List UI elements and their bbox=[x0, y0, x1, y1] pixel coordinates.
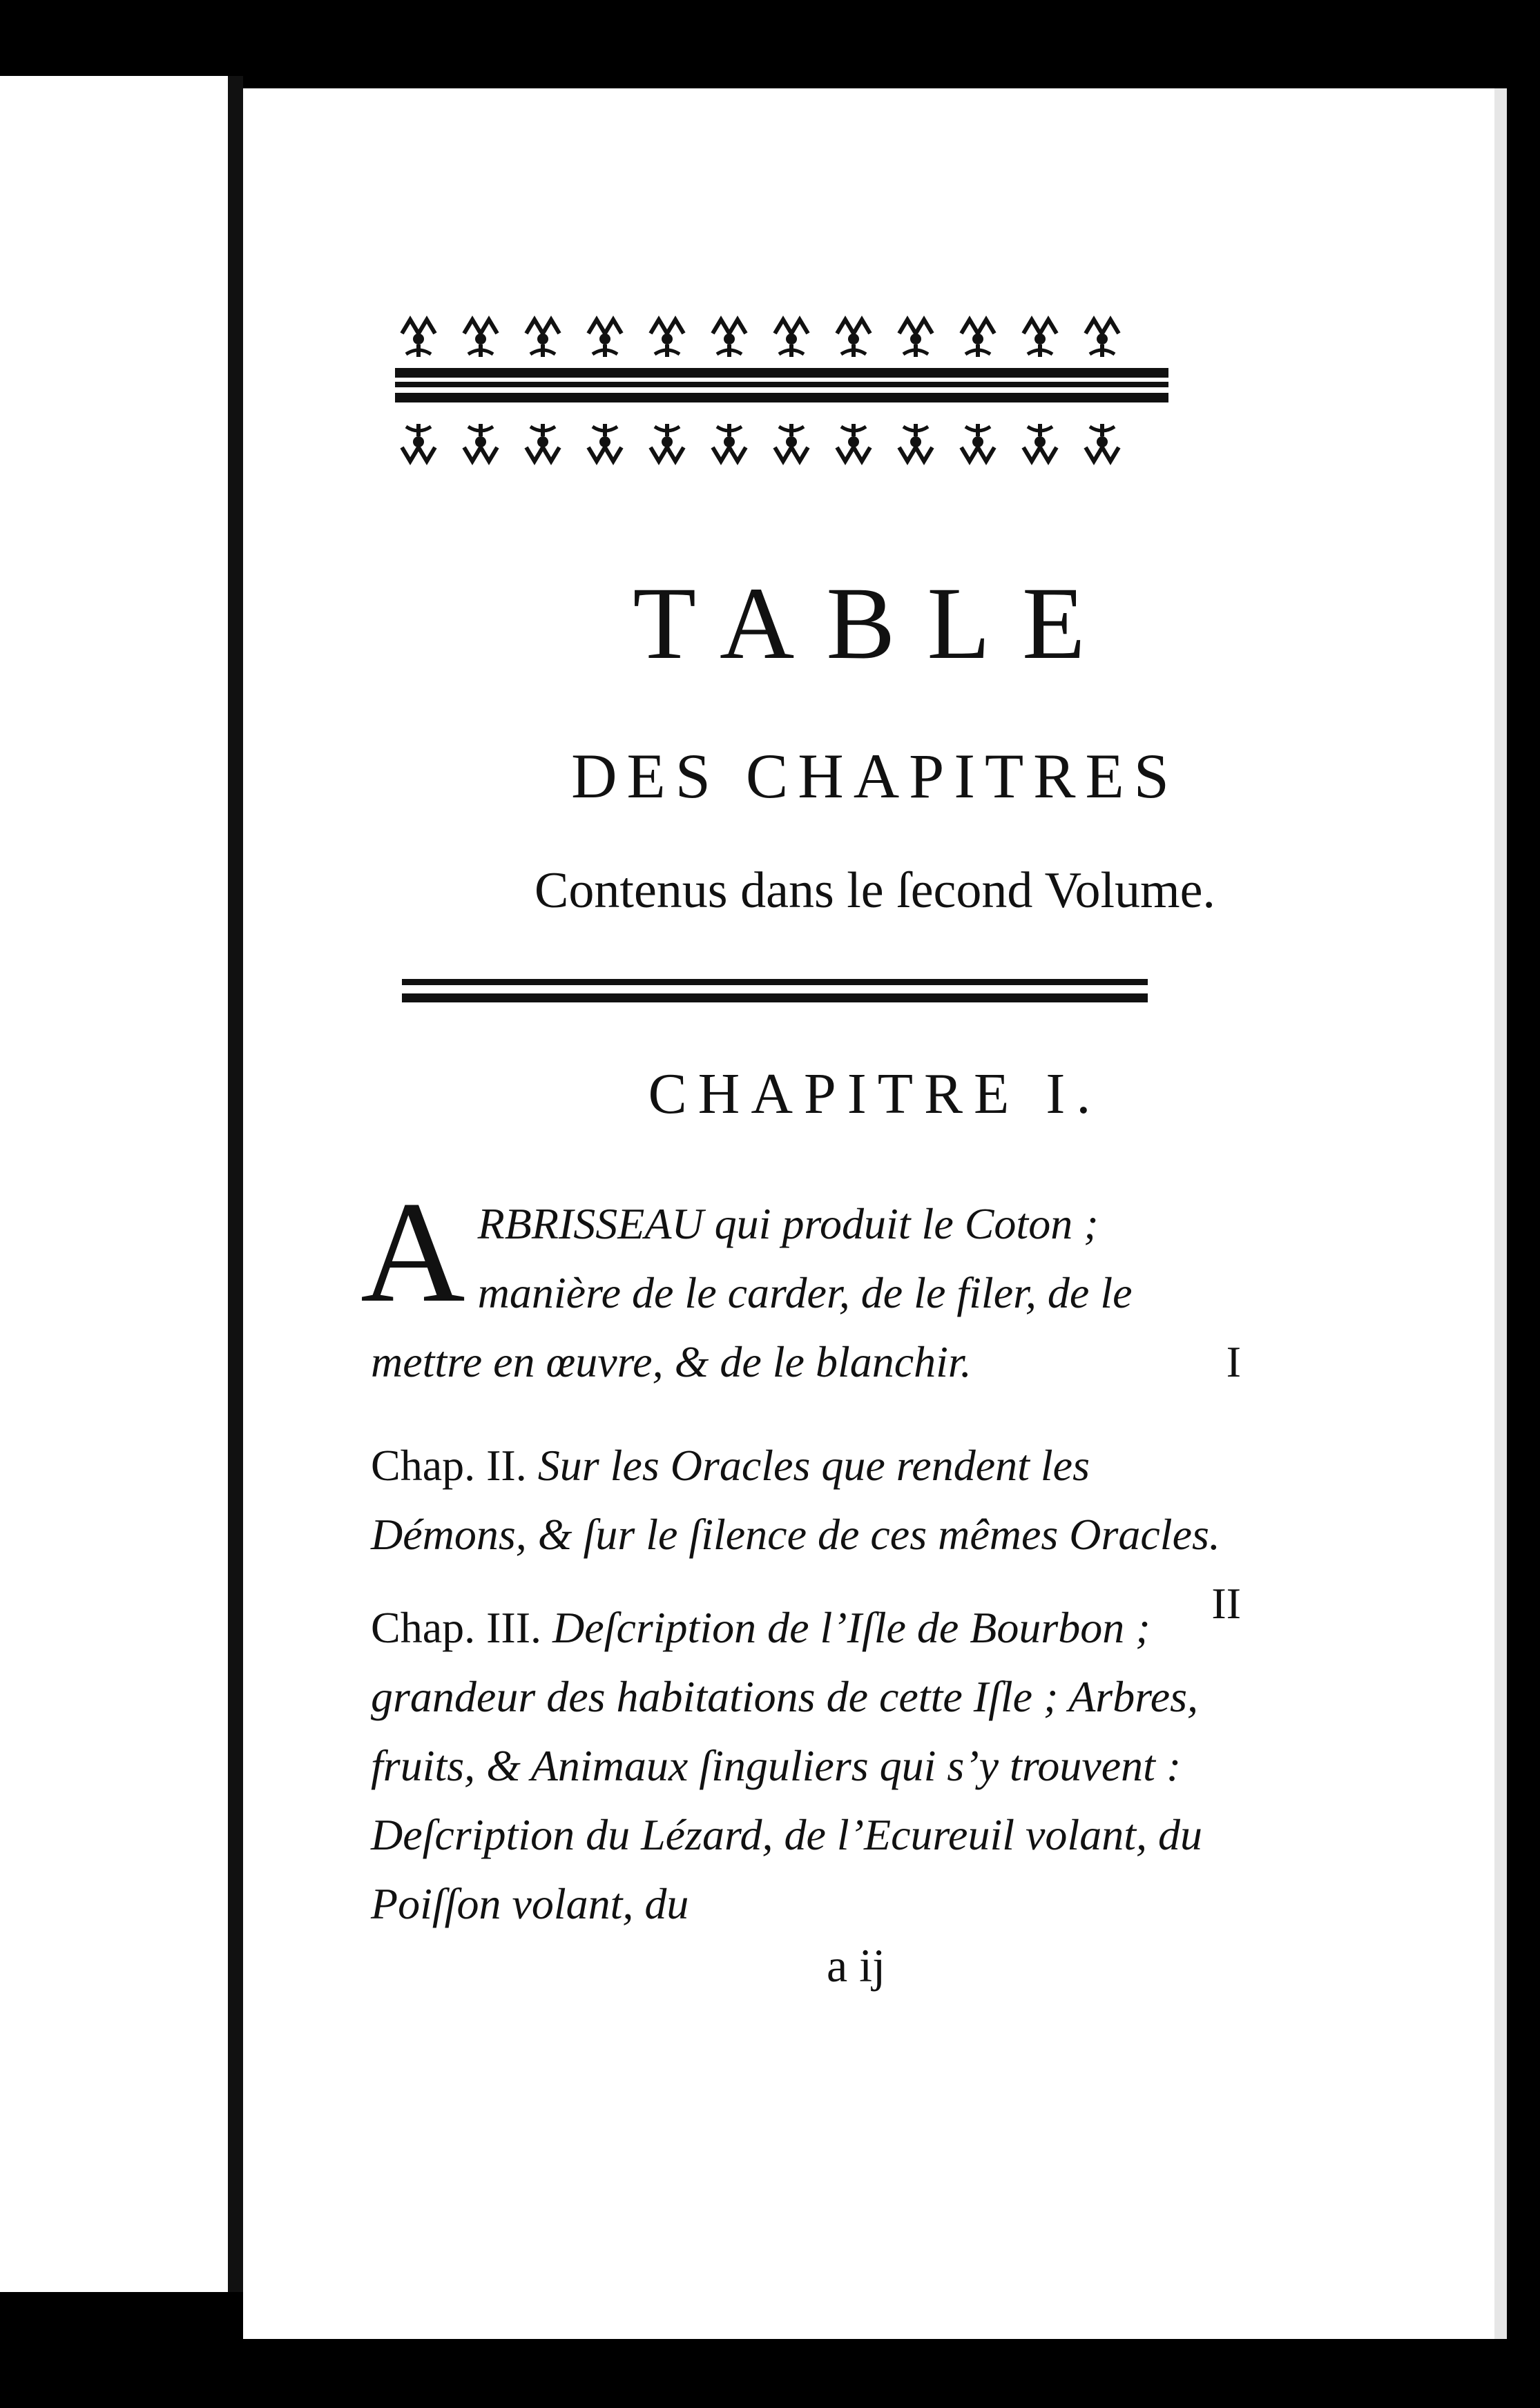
page-subtitle-volume: Contenus dans le ſecond Volume. bbox=[535, 862, 1215, 919]
page-subtitle: DES CHAPITRES bbox=[571, 741, 1179, 811]
page-title: TABLE bbox=[633, 566, 1117, 681]
toc-entry-text: RBRISSEAU qui produit le Coton ; manière de le carder, de le filer, de le mettre en œuvre, & de le blanchir. bbox=[371, 1199, 1133, 1386]
page-content bbox=[243, 88, 1507, 2339]
ornament-row-top bbox=[402, 320, 1119, 357]
signature-mark: a ij bbox=[827, 1939, 885, 1992]
book-gutter bbox=[228, 76, 243, 2292]
book-page bbox=[243, 88, 1507, 2339]
toc-entry-text: Deſcription de l’Iſle de Bourbon ; grandeur des habitations de cette Iſle ; Arbres, fruits, & Animaux ſinguliers qui s’y trouvent : Deſcription du Lézard, de l’Ecureuil volant, du Poiſſon volant, du bbox=[371, 1603, 1202, 1928]
toc-entry-page: I bbox=[1226, 1337, 1241, 1386]
ornamental-header-band bbox=[395, 313, 1168, 468]
drop-cap: A bbox=[360, 1172, 465, 1332]
facing-page-left bbox=[0, 76, 228, 2292]
chapter-heading: CHAPITRE I. bbox=[648, 1062, 1102, 1126]
toc-entry-lead: Chap. III. bbox=[371, 1603, 542, 1652]
toc-entry-page: II bbox=[1211, 1579, 1241, 1628]
toc-entry-lead: Chap. II. bbox=[371, 1441, 527, 1490]
toc-entry-text: Sur les Oracles que rendent les Démons, & ſur le ſilence de ces mêmes Oracles. bbox=[371, 1441, 1220, 1559]
toc-entry-3 bbox=[371, 1593, 1220, 1939]
ornament-row-bottom bbox=[402, 424, 1119, 461]
horizontal-rule bbox=[402, 979, 1148, 1002]
toc-entry-1 bbox=[360, 1172, 1241, 1397]
